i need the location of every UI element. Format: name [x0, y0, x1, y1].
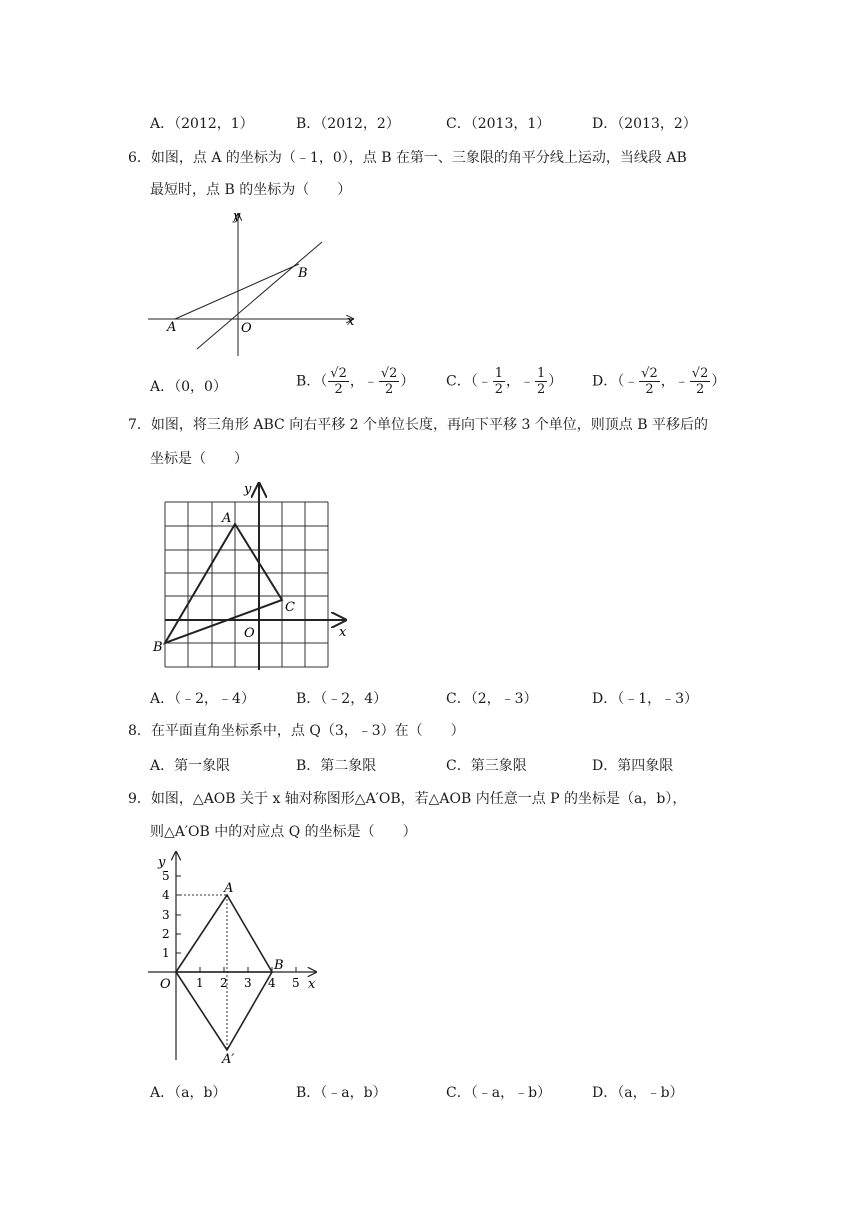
fraction: $\frac{√2}{2}$ — [330, 366, 347, 397]
q7-option-c[interactable]: C．（2，﹣3） — [446, 691, 538, 707]
triangle-abc — [165, 524, 282, 643]
point-b-label: B — [298, 266, 308, 281]
svg-text:4: 4 — [162, 888, 170, 902]
x-axis-label: x — [308, 977, 316, 992]
svg-text:5: 5 — [292, 976, 300, 990]
svg-text:5: 5 — [162, 869, 170, 883]
q7-option-a[interactable]: A．（﹣2，﹣4） — [150, 691, 255, 707]
q8-option-b[interactable]: B．第二象限 — [296, 758, 377, 774]
q7-option-b[interactable]: B．（﹣2，4） — [296, 691, 388, 707]
y-axis-label: y — [158, 855, 166, 870]
fraction: $\frac{√2}{2}$ — [641, 366, 658, 397]
origin-label: O — [160, 977, 171, 992]
q9-option-d[interactable]: D．（a，﹣b） — [592, 1085, 684, 1101]
q8-stem-line1: 8．在平面直角坐标系中，点 Q（3，﹣3）在（ ） — [128, 723, 465, 739]
y-axis-label: y — [244, 482, 252, 497]
svg-text:3: 3 — [244, 976, 252, 990]
x-axis-label: x — [339, 625, 347, 640]
q9-figure — [148, 848, 320, 1064]
point-a-label: A — [222, 511, 232, 526]
q6-stem-line1: 6．如图，点 A 的坐标为（﹣1，0），点 B 在第一、三象限的角平分线上运动，当线段 AB — [128, 150, 687, 166]
point-a-label: A — [167, 320, 177, 335]
q6-option-d[interactable]: D．（﹣ $\frac{√2}{2}$ ，﹣ $\frac{√2}{2}$ ） — [592, 366, 726, 397]
q6-stem-line2: 最短时，点 B 的坐标为（ ） — [150, 182, 352, 198]
bisector-line — [197, 242, 322, 349]
origin-label: O — [241, 321, 252, 336]
fraction: $\frac{1}{2}$ — [494, 366, 503, 397]
svg-text:1: 1 — [162, 946, 170, 960]
svg-text:1: 1 — [196, 976, 204, 990]
svg-text:3: 3 — [162, 908, 170, 922]
q7-stem-line1: 7．如图，将三角形 ABC 向右平移 2 个单位长度，再向下平移 3 个单位，则顶点 B 平移后的 — [128, 417, 708, 433]
q8-option-d[interactable]: D．第四象限 — [592, 758, 674, 774]
grid — [165, 502, 328, 667]
q6-figure — [148, 208, 360, 358]
q5-option-c[interactable]: C．（2013，1） — [446, 116, 551, 132]
q7-option-d[interactable]: D．（﹣1，﹣3） — [592, 691, 699, 707]
q8-option-a[interactable]: A．第一象限 — [150, 758, 231, 774]
q5-option-a[interactable]: A．（2012，1） — [150, 116, 254, 132]
q6-option-b[interactable]: B．（ $\frac{√2}{2}$ ，﹣ $\frac{√2}{2}$ ） — [296, 366, 415, 397]
fraction: $\frac{√2}{2}$ — [691, 366, 709, 397]
svg-text:4: 4 — [268, 976, 276, 990]
point-c-label: C — [285, 600, 295, 615]
q5-option-b[interactable]: B．（2012，2） — [296, 116, 400, 132]
q6-option-c[interactable]: C．（﹣ $\frac{1}{2}$ ，﹣ $\frac{1}{2}$ ） — [446, 366, 563, 397]
origin-label: O — [244, 626, 255, 641]
q9-stem-line1: 9．如图，△AOB 关于 x 轴对称图形△A′OB，若△AOB 内任意一点 P 的坐标是（a，b）， — [128, 791, 687, 807]
q9-option-a[interactable]: A．（a，b） — [150, 1085, 227, 1101]
point-b-label: B — [153, 640, 163, 655]
fraction: $\frac{√2}{2}$ — [380, 366, 398, 397]
q9-option-b[interactable]: B．（﹣a，b） — [296, 1085, 387, 1101]
point-b-label: B — [274, 958, 284, 973]
q7-figure — [150, 480, 360, 672]
y-tick-labels — [162, 869, 170, 960]
svg-text:2: 2 — [162, 927, 170, 941]
q9-stem-line2: 则△A′OB 中的对应点 Q 的坐标是（ ） — [150, 824, 417, 840]
q8-option-c[interactable]: C．第三象限 — [446, 758, 527, 774]
point-a-label: A — [224, 881, 234, 896]
q6-option-a[interactable]: A．（0，0） — [150, 379, 227, 395]
x-axis-label: x — [347, 314, 355, 329]
q7-stem-line2: 坐标是（ ） — [150, 451, 248, 467]
q9-option-c[interactable]: C．（﹣a，﹣b） — [446, 1085, 552, 1101]
svg-text:2: 2 — [220, 976, 228, 990]
fraction: $\frac{1}{2}$ — [537, 366, 546, 397]
triangle-aob — [176, 895, 272, 972]
q5-option-d[interactable]: D．（2013，2） — [592, 116, 697, 132]
x-tick-labels — [196, 976, 300, 990]
point-a-prime-label: A′ — [222, 1052, 235, 1064]
segment-ab — [175, 264, 299, 319]
y-axis-label: y — [233, 209, 241, 224]
